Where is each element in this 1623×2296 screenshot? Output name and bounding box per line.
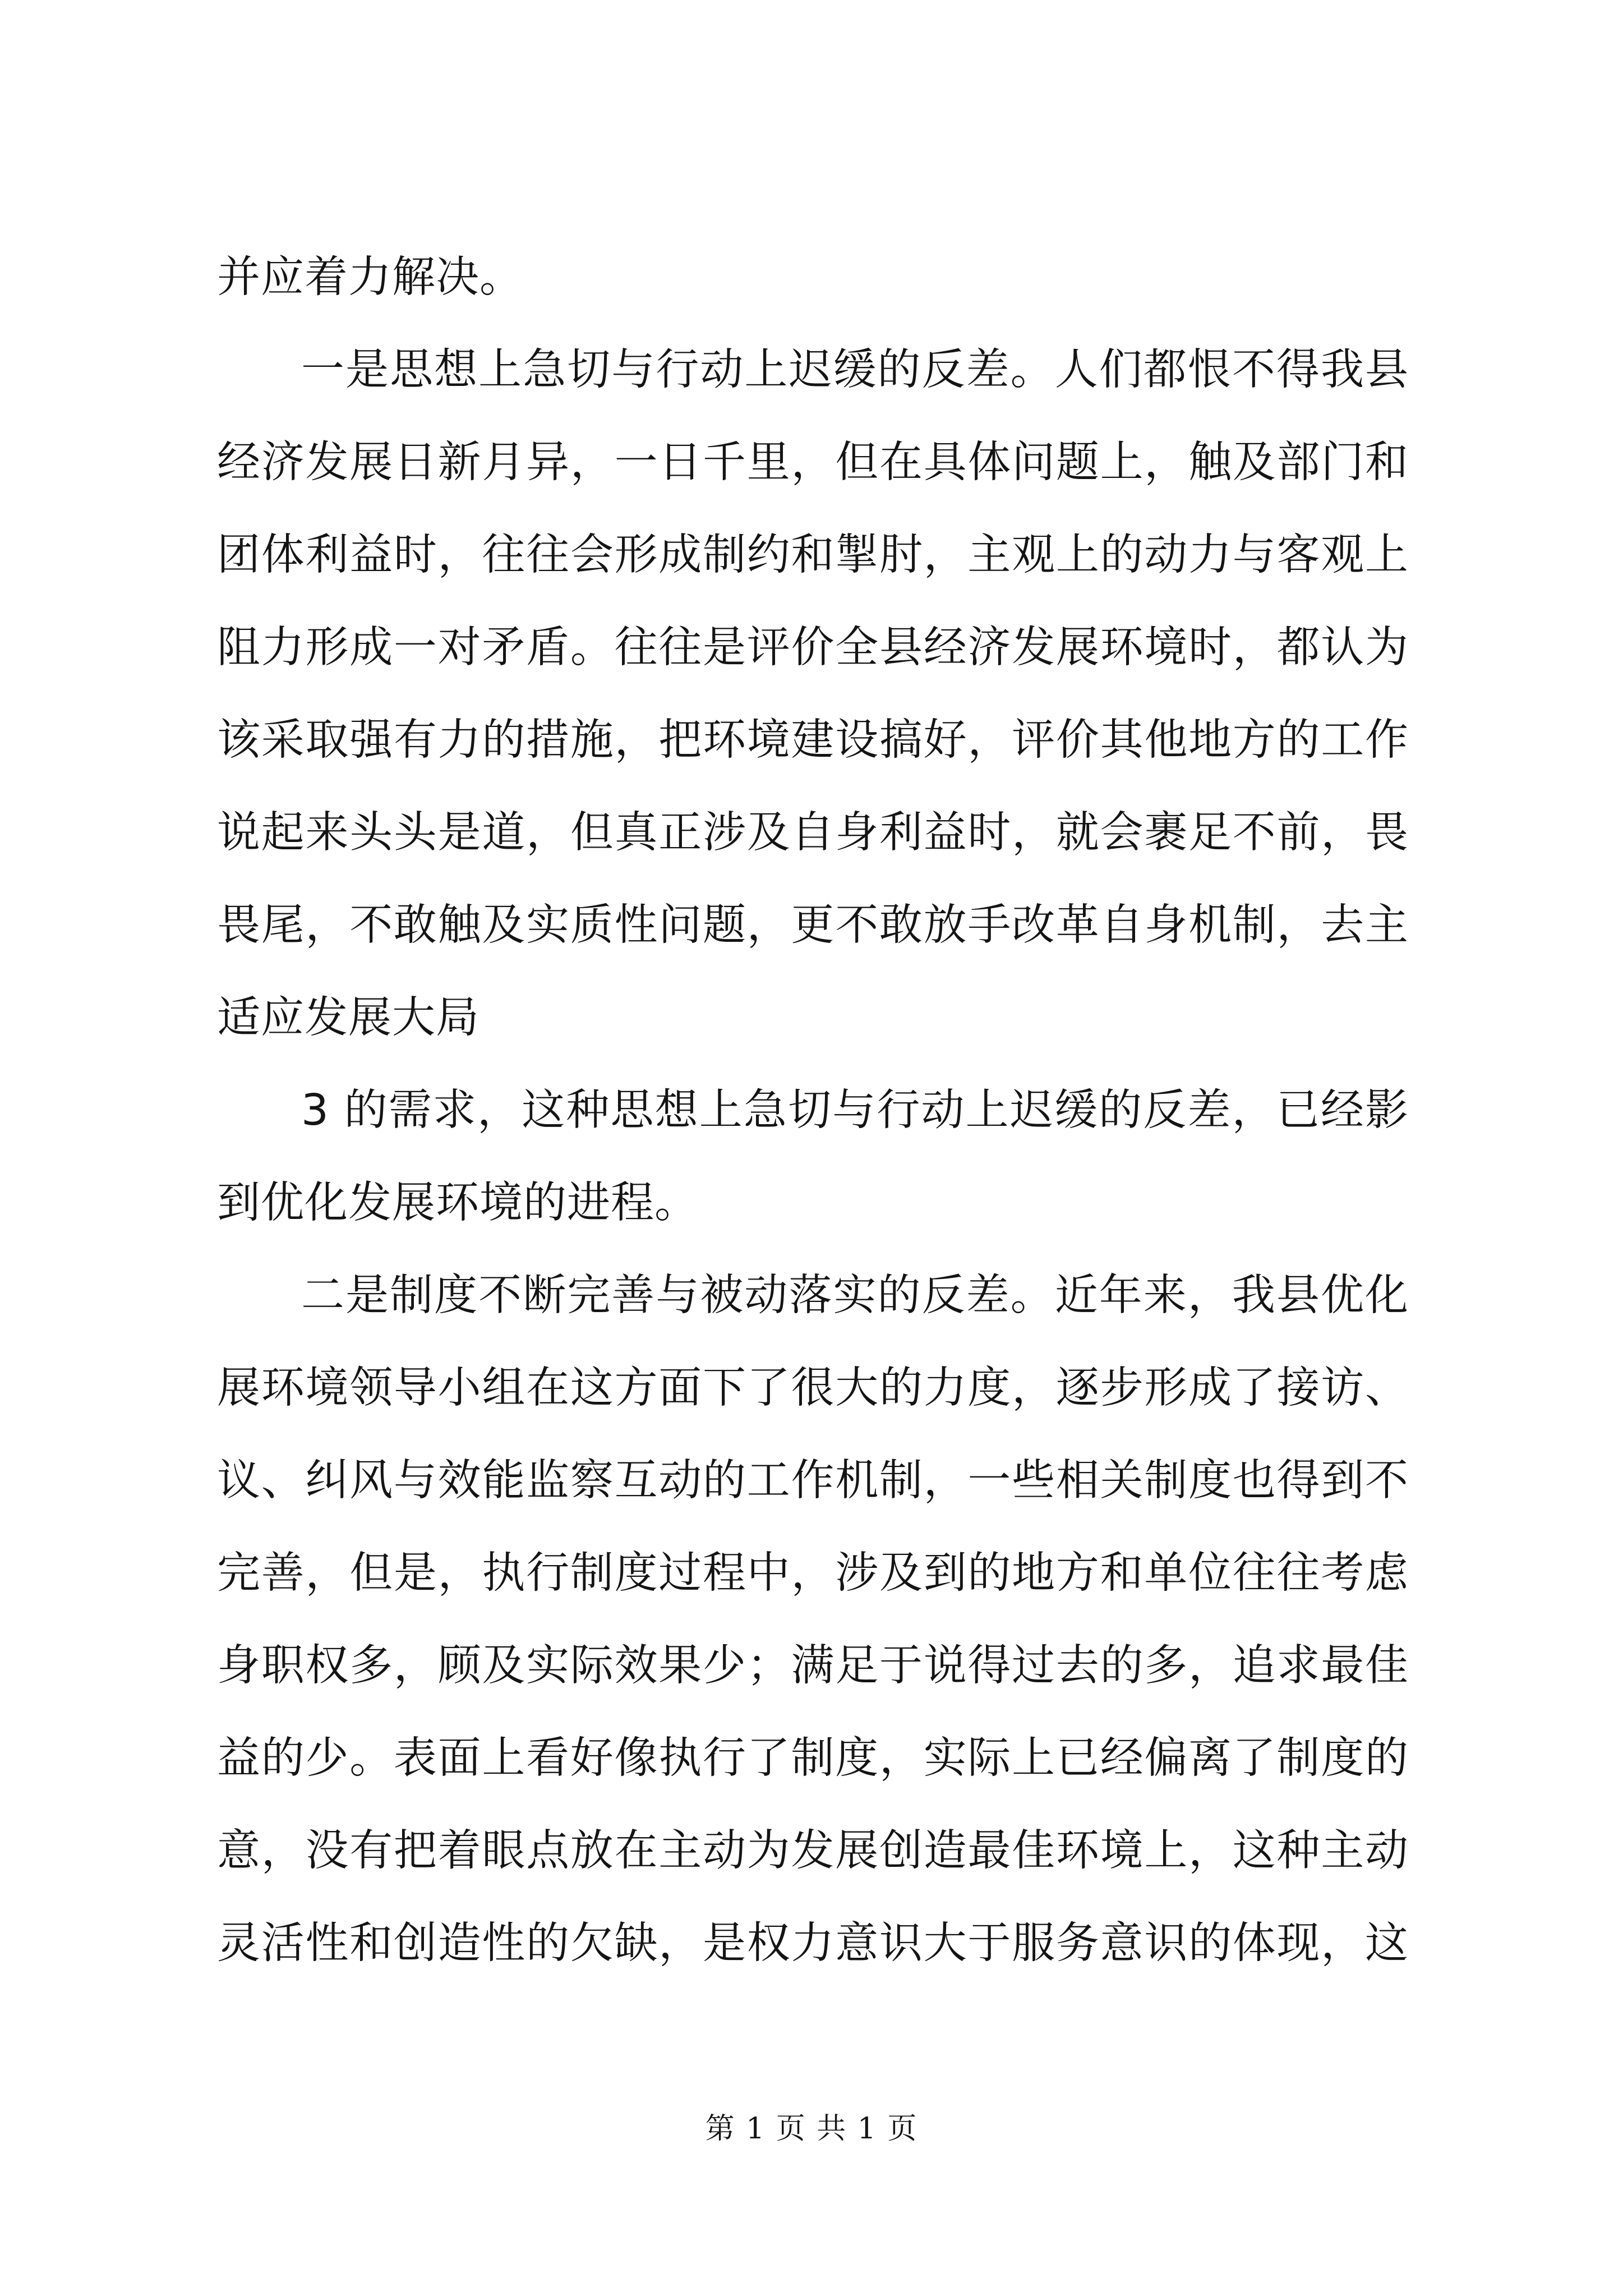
text-line: 到优化发展环境的进程。 <box>217 1178 698 1228</box>
text-line: 展环境领导小组在这方面下了很大的力度，逐步形成了接访、 <box>217 1363 1409 1413</box>
text-line: 益的少。表面上看好像执行了制度，实际上已经偏离了制度的 <box>217 1733 1409 1783</box>
text-line: 身职权多，顾及实际效果少；满足于说得过去的多，追求最佳 <box>217 1641 1409 1691</box>
text-line: 该采取强有力的措施，把环境建设搞好，评价其他地方的工作 <box>217 715 1409 765</box>
text-line: 意，没有把着眼点放在主动为发展创造最佳环境上，这种主动 <box>217 1826 1409 1876</box>
paragraph-first-line: 二是制度不断完善与被动落实的反差。近年来，我县优化 <box>301 1271 1409 1320</box>
text-line: 阻力形成一对矛盾。往往是评价全县经济发展环境时，都认为 <box>217 623 1409 673</box>
text-line: 议、纠风与效能监察互动的工作机制，一些相关制度也得到不 <box>217 1456 1409 1506</box>
text-line: 说起来头头是道，但真正涉及自身利益时，就会裹足不前，畏 <box>217 808 1409 858</box>
page-number-footer: 第 1 页 共 1 页 <box>705 2112 918 2146</box>
paragraph-first-line: 3 的需求，这种思想上急切与行动上迟缓的反差，已经影 <box>301 1085 1409 1135</box>
text-line: 完善，但是，执行制度过程中，涉及到的地方和单位往往考虑 <box>217 1548 1409 1598</box>
text-line: 并应着力解决。 <box>217 252 523 302</box>
text-line: 团体利益时，往往会形成制约和掣肘，主观上的动力与客观上 <box>217 530 1409 580</box>
text-line: 灵活性和创造性的欠缺，是权力意识大于服务意识的体现，这 <box>217 1918 1409 1968</box>
text-line: 适应发展大局 <box>217 993 479 1043</box>
text-line: 经济发展日新月异，一日千里，但在具体问题上，触及部门和 <box>217 438 1409 487</box>
text-line: 畏尾，不敢触及实质性问题，更不敢放手改革自身机制，去主 <box>217 900 1409 950</box>
paragraph-first-line: 一是思想上急切与行动上迟缓的反差。人们都恨不得我县 <box>301 345 1409 395</box>
